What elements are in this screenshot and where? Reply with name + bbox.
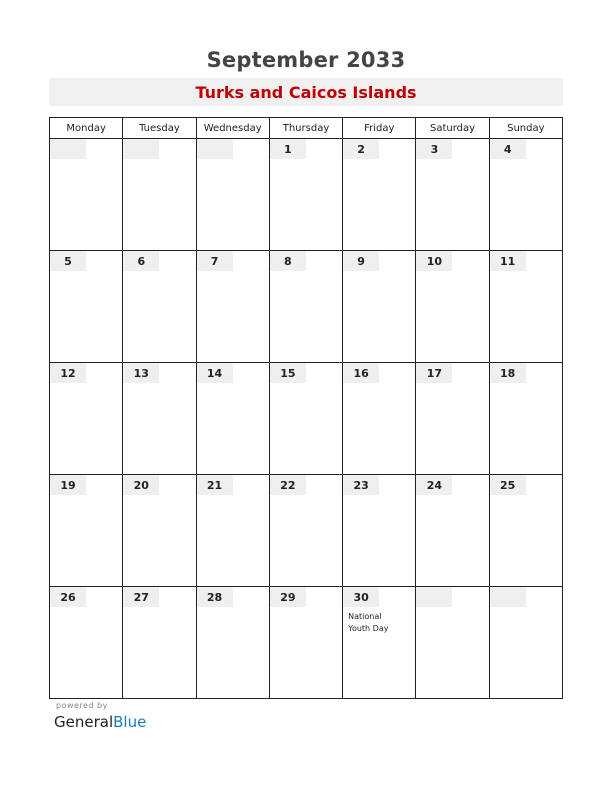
day-cell: [123, 475, 196, 587]
weekday-header-row: [50, 118, 563, 139]
day-number: 26: [50, 587, 86, 607]
day-cell: [50, 139, 123, 251]
day-number: 10: [416, 251, 452, 271]
day-cell: [123, 363, 196, 475]
day-number: 19: [50, 475, 86, 495]
day-cell: [196, 251, 269, 363]
calendar-title: September 2033: [206, 48, 406, 72]
day-cell: [489, 363, 562, 475]
day-cell: [343, 475, 416, 587]
day-cell: [269, 475, 342, 587]
week-row: [50, 363, 563, 475]
day-cell: [269, 363, 342, 475]
week-row: [50, 139, 563, 251]
weekday-header: Saturday: [416, 118, 489, 139]
day-number: 18: [490, 363, 526, 383]
day-cell: [123, 251, 196, 363]
day-number: 9: [343, 251, 379, 271]
day-cell: [416, 363, 489, 475]
day-cell: [196, 587, 269, 699]
day-cell: [50, 363, 123, 475]
day-cell: [196, 139, 269, 251]
day-cell: [489, 251, 562, 363]
day-number: 13: [123, 363, 159, 383]
day-number: 12: [50, 363, 86, 383]
holiday-event-line: National: [348, 612, 382, 621]
day-number: 22: [270, 475, 306, 495]
day-number: [416, 587, 452, 607]
brand-blue: Blue: [113, 713, 147, 731]
day-number: [123, 139, 159, 159]
weekday-header: Thursday: [269, 118, 342, 139]
day-cell: [416, 475, 489, 587]
day-cell: [489, 475, 562, 587]
day-number: 2: [343, 139, 379, 159]
day-number: 27: [123, 587, 159, 607]
day-cell: [416, 587, 489, 699]
day-cell: [343, 587, 416, 699]
holiday-event-line: Youth Day: [348, 624, 389, 633]
day-cell: [123, 587, 196, 699]
day-number: 16: [343, 363, 379, 383]
generalblue-logo: [54, 713, 146, 731]
holiday-event: [348, 611, 415, 635]
weekday-header: Sunday: [489, 118, 562, 139]
day-cell: [489, 587, 562, 699]
weekday-header: Friday: [343, 118, 416, 139]
day-cell: [50, 251, 123, 363]
day-cell: [416, 251, 489, 363]
brand-general: General: [54, 713, 114, 731]
day-number: 8: [270, 251, 306, 271]
day-number: 29: [270, 587, 306, 607]
day-number: 14: [197, 363, 233, 383]
day-number: 5: [50, 251, 86, 271]
weekday-header: Tuesday: [123, 118, 196, 139]
day-number: 7: [197, 251, 233, 271]
day-cell: [196, 475, 269, 587]
day-cell: [269, 587, 342, 699]
day-number: [50, 139, 86, 159]
day-cell: [196, 363, 269, 475]
day-number: 4: [490, 139, 526, 159]
day-number: 3: [416, 139, 452, 159]
day-number: 25: [490, 475, 526, 495]
day-number: [490, 587, 526, 607]
day-cell: [50, 587, 123, 699]
day-cell: [269, 139, 342, 251]
day-number: 28: [197, 587, 233, 607]
day-number: 17: [416, 363, 452, 383]
weekday-header: Monday: [50, 118, 123, 139]
day-cell: [489, 139, 562, 251]
day-number: [197, 139, 233, 159]
day-number: 24: [416, 475, 452, 495]
week-row: [50, 251, 563, 363]
day-cell: [416, 139, 489, 251]
weekday-header: Wednesday: [196, 118, 269, 139]
day-number: 30: [343, 587, 379, 607]
day-number: 11: [490, 251, 526, 271]
day-cell: [343, 139, 416, 251]
day-cell: [269, 251, 342, 363]
day-number: 1: [270, 139, 306, 159]
day-cell: [123, 139, 196, 251]
day-cell: [50, 475, 123, 587]
day-number: 20: [123, 475, 159, 495]
powered-by-label: powered by: [56, 701, 108, 710]
day-number: 23: [343, 475, 379, 495]
day-number: 15: [270, 363, 306, 383]
day-cell: [343, 363, 416, 475]
day-cell: [343, 251, 416, 363]
week-row: [50, 587, 563, 699]
calendar-grid: [49, 117, 563, 699]
country-name: Turks and Caicos Islands: [49, 78, 563, 106]
week-row: [50, 475, 563, 587]
day-number: 6: [123, 251, 159, 271]
day-number: 21: [197, 475, 233, 495]
